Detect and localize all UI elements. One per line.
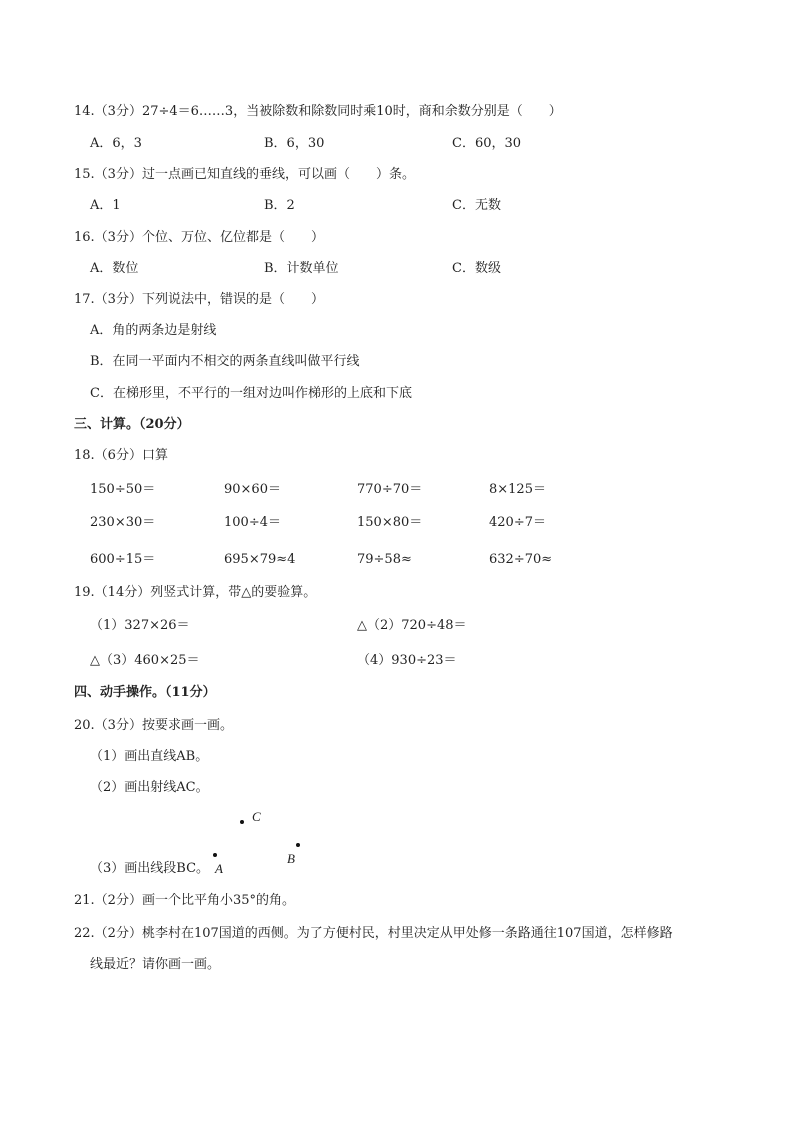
q18-item: 420÷7＝ xyxy=(489,515,546,530)
q14-option-c: C．60，30 xyxy=(452,136,522,151)
q20-part-2: （2）画出射线AC。 xyxy=(90,780,209,795)
q18-item: 100÷4＝ xyxy=(224,515,281,530)
q19-stem: 19.（14分）列竖式计算，带△的要验算。 xyxy=(74,585,317,600)
q19-part-4: （4）930÷23＝ xyxy=(357,653,457,668)
q19-part-2: △（2）720÷48＝ xyxy=(357,618,467,633)
point-b xyxy=(296,843,300,847)
q18-item: 8×125＝ xyxy=(489,482,546,497)
point-c xyxy=(240,820,244,824)
q18-item: 770÷70＝ xyxy=(357,482,423,497)
q20-part-3: （3）画出线段BC。 xyxy=(90,861,210,876)
q18-item: 150÷50＝ xyxy=(90,482,156,497)
q16-option-b: B．计数单位 xyxy=(264,261,339,276)
q17-option-b: B．在同一平面内不相交的两条直线叫做平行线 xyxy=(90,354,360,369)
q18-item: 150×80＝ xyxy=(357,515,423,530)
q14-option-b: B．6，30 xyxy=(264,136,325,151)
q18-item: 632÷70≈ xyxy=(489,552,553,567)
section-4-heading: 四、动手操作。（11分） xyxy=(74,685,216,700)
q17-option-a: A．角的两条边是射线 xyxy=(90,323,217,338)
q22-stem-line-1: 22.（2分）桃李村在107国道的西侧。为了方便村民，村里决定从甲处修一条路通往107国道，怎样修路 xyxy=(74,926,673,941)
point-b-label: B xyxy=(287,851,295,866)
q18-item: 695×79≈4 xyxy=(224,552,296,567)
q15-stem: 15.（3分）过一点画已知直线的垂线，可以画（ ）条。 xyxy=(74,167,415,182)
point-a xyxy=(213,853,217,857)
q16-option-c: C．数级 xyxy=(452,261,501,276)
q21-stem: 21.（2分）画一个比平角小35°的角。 xyxy=(74,893,295,908)
q14-stem: 14.（3分）27÷4＝6……3，当被除数和除数同时乘10时，商和余数分别是（ ） xyxy=(74,104,562,119)
q20-part-1: （1）画出直线AB。 xyxy=(90,749,209,764)
q19-part-1: （1）327×26＝ xyxy=(90,618,190,633)
q14-option-a: A．6，3 xyxy=(90,136,142,151)
q20-stem: 20.（3分）按要求画一画。 xyxy=(74,718,233,733)
section-3-heading: 三、计算。（20分） xyxy=(74,417,190,432)
point-a-label: A xyxy=(215,861,223,876)
q18-item: 90×60＝ xyxy=(224,482,281,497)
q19-part-3: △（3）460×25＝ xyxy=(90,653,200,668)
q18-item: 79÷58≈ xyxy=(357,552,412,567)
q16-option-a: A．数位 xyxy=(90,261,139,276)
q15-option-b: B．2 xyxy=(264,198,295,213)
q17-option-c: C．在梯形里，不平行的一组对边叫作梯形的上底和下底 xyxy=(90,386,412,401)
q18-item: 230×30＝ xyxy=(90,515,156,530)
point-c-label: C xyxy=(252,809,261,824)
q17-stem: 17.（3分）下列说法中，错误的是（ ） xyxy=(74,292,324,307)
q22-stem-line-2: 线最近？请你画一画。 xyxy=(90,957,221,972)
q18-item: 600÷15＝ xyxy=(90,552,156,567)
q15-option-c: C．无数 xyxy=(452,198,501,213)
q15-option-a: A．1 xyxy=(90,198,121,213)
q18-stem: 18.（6分）口算 xyxy=(74,448,168,463)
q16-stem: 16.（3分）个位、万位、亿位都是（ ） xyxy=(74,230,324,245)
